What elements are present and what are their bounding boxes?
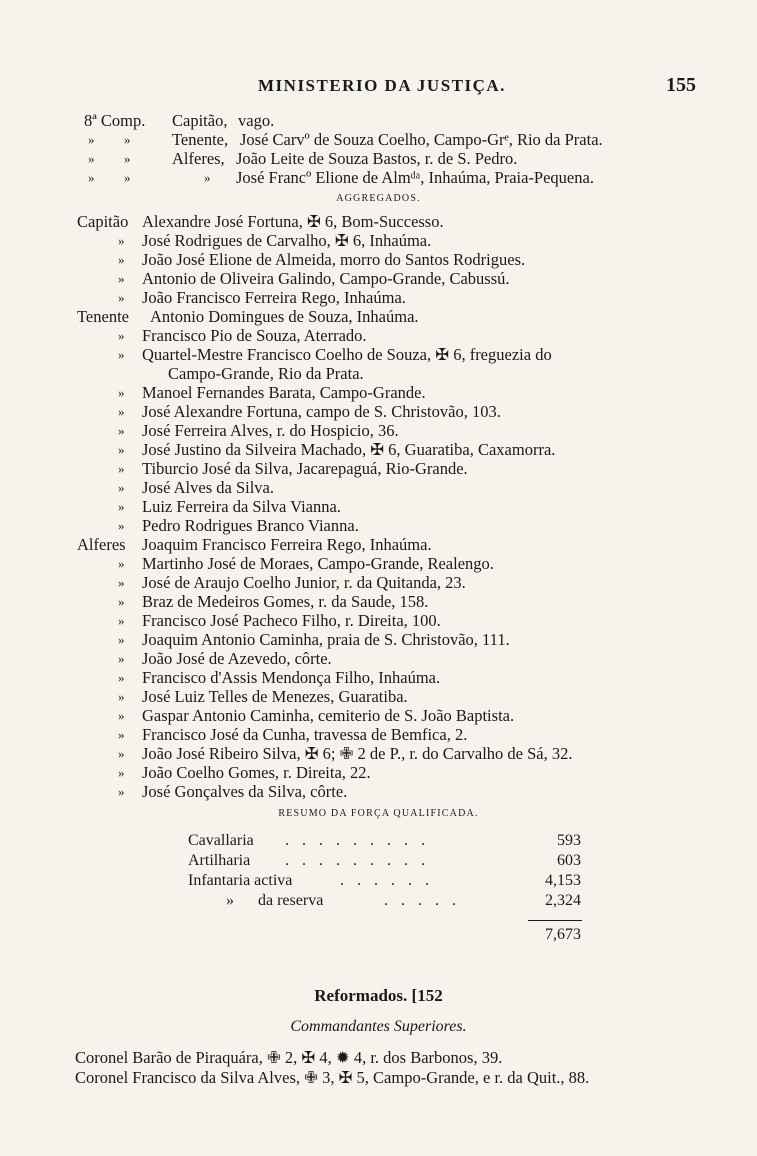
entry-text: Braz de Medeiros Gomes, r. da Saude, 158. (142, 592, 429, 611)
reformados-heading: Reformados. [152 (314, 986, 443, 1005)
entry-text: José de Araujo Coelho Junior, r. da Quitanda, 23. (142, 573, 466, 592)
summary-row (0, 852, 757, 872)
entry-text: Pedro Rodrigues Branco Vianna. (142, 516, 359, 535)
running-title: MINISTERIO DA JUSTIÇA. (258, 76, 506, 95)
ditto-mark: » (118, 727, 125, 742)
ditto-mark: » (118, 385, 125, 400)
rank-label: Capitão (77, 212, 129, 231)
summary-label: Artilharia (188, 852, 251, 869)
entry-text: Francisco José Pacheco Filho, r. Direita, 100. (142, 611, 441, 630)
aggregated-heading: AGGREGADOS. (336, 193, 421, 204)
entry-text: Quartel-Mestre Francisco Coelho de Souza, ✠ 6, freguezia do (142, 345, 552, 364)
entry-text: Joaquim Francisco Ferreira Rego, Inhaúma. (142, 535, 432, 554)
summary-total: 7,673 (545, 926, 581, 943)
ditto-mark: » (118, 442, 125, 457)
ditto-mark: » (88, 132, 95, 147)
ditto-mark: » (118, 518, 125, 533)
entry-text: Manoel Fernandes Barata, Campo-Grande. (142, 383, 426, 402)
ditto-mark: » (118, 290, 125, 305)
entry-text: José Rodrigues de Carvalho, ✠ 6, Inhaúma. (142, 231, 432, 250)
ditto-mark: » (124, 170, 131, 185)
entry-text: José Ferreira Alves, r. do Hospicio, 36. (142, 421, 399, 440)
ditto-mark: » (88, 170, 95, 185)
entry-text: Martinho José de Moraes, Campo-Grande, Realengo. (142, 554, 494, 573)
ditto-mark: » (118, 651, 125, 666)
ditto-mark: » (118, 347, 125, 362)
company-label: 8ª Comp. (84, 111, 146, 130)
ditto-mark: » (118, 252, 125, 267)
ditto-mark: » (118, 423, 125, 438)
ditto-mark: » (124, 151, 131, 166)
summary-value: 4,153 (545, 872, 581, 889)
leader-dots: ......... (285, 852, 438, 869)
entry-continuation: Campo-Grande, Rio da Prata. (168, 364, 364, 383)
summary-label: Cavallaria (188, 832, 254, 849)
summary-heading: RESUMO DA FORÇA QUALIFICADA. (278, 808, 479, 819)
ditto-mark: » (118, 632, 125, 647)
entry-text: Tiburcio José da Silva, Jacarepaguá, Rio-Grande. (142, 459, 468, 478)
entry-text: Antonio de Oliveira Galindo, Campo-Grande, Cabussú. (142, 269, 510, 288)
entry-text: João José de Azevedo, côrte. (142, 649, 332, 668)
summary-row (0, 832, 757, 852)
entry-text: José Luiz Telles de Menezes, Guaratiba. (142, 687, 408, 706)
summary-value: 603 (557, 852, 581, 869)
ditto-mark: » (118, 404, 125, 419)
ditto-mark: » (118, 461, 125, 476)
ditto-mark: » (118, 328, 125, 343)
ditto-mark: » (118, 613, 125, 628)
rank-label: Alferes (77, 535, 126, 554)
summary-total-row (0, 926, 757, 946)
company-rank: Tenente, (172, 130, 229, 149)
ditto-mark: » (118, 499, 125, 514)
ditto-mark: » (118, 746, 125, 761)
ditto-mark: » (118, 689, 125, 704)
entry-text: Luiz Ferreira da Silva Vianna. (142, 497, 341, 516)
entry-text: João Francisco Ferreira Rego, Inhaúma. (142, 288, 406, 307)
ditto-mark: » (118, 765, 125, 780)
ditto-mark: » (124, 132, 131, 147)
leader-dots: ...... (340, 872, 442, 889)
page-header (0, 76, 757, 102)
entry-text: Francisco Pio de Souza, Aterrado. (142, 326, 367, 345)
ditto-mark: » (118, 233, 125, 248)
ditto-mark: » (118, 670, 125, 685)
ditto-mark: » (204, 170, 211, 185)
entry-text: Francisco José da Cunha, travessa de Bemfica, 2. (142, 725, 468, 744)
entry-text: Francisco d'Assis Mendonça Filho, Inhaúma. (142, 668, 441, 687)
ditto-mark: » (118, 480, 125, 495)
reformados-entry: Coronel Barão de Piraquára, ✙ 2, ✠ 4, ✹ 4, r. dos Barbonos, 39. (75, 1048, 503, 1067)
summary-row (0, 872, 757, 892)
summary-label: » da reserva (226, 892, 324, 909)
ditto-mark: » (118, 271, 125, 286)
sum-divider (528, 920, 582, 921)
entry-text: José Alves da Silva. (142, 478, 274, 497)
company-rank: Capitão, (172, 111, 228, 130)
summary-value: 593 (557, 832, 581, 849)
summary-row (0, 892, 757, 912)
entry-text: João José Ribeiro Silva, ✠ 6; ✙ 2 de P., r. do Carvalho de Sá, 32. (142, 744, 573, 763)
company-text: vago. (238, 111, 275, 130)
page-number: 155 (666, 74, 696, 96)
company-text: José Carvº de Souza Coelho, Campo-Grᵉ, Rio da Prata. (240, 130, 603, 149)
leader-dots: ......... (285, 832, 438, 849)
entry-text: Gaspar Antonio Caminha, cemiterio de S. João Baptista. (142, 706, 515, 725)
entry-text: João Coelho Gomes, r. Direita, 22. (142, 763, 371, 782)
company-rank: Alferes, (172, 149, 225, 168)
reformados-entry: Coronel Francisco da Silva Alves, ✙ 3, ✠ 5, Campo-Grande, e r. da Quit., 88. (75, 1068, 590, 1087)
ditto-mark: » (118, 708, 125, 723)
entry-text: José Gonçalves da Silva, côrte. (142, 782, 348, 801)
summary-label: Infantaria activa (188, 872, 293, 889)
ditto-mark: » (88, 151, 95, 166)
ditto-mark: » (118, 575, 125, 590)
entry-text: Antonio Domingues de Souza, Inhaúma. (150, 307, 419, 326)
company-text: João Leite de Souza Bastos, r. de S. Pedro. (236, 149, 518, 168)
company-text: José Francº Elione de Almᵈᵃ, Inhaúma, Praia-Pequena. (236, 168, 594, 187)
entry-text: José Justino da Silveira Machado, ✠ 6, Guaratiba, Caxamorra. (142, 440, 556, 459)
ditto-mark: » (118, 556, 125, 571)
summary-value: 2,324 (545, 892, 581, 909)
leader-dots: ..... (384, 892, 469, 909)
reformados-subheading: Commandantes Superiores. (290, 1018, 467, 1035)
entry-text: João José Elione de Almeida, morro do Santos Rodrigues. (142, 250, 526, 269)
entry-text: Alexandre José Fortuna, ✠ 6, Bom-Successo. (142, 212, 444, 231)
ditto-mark: » (118, 784, 125, 799)
entry-text: Joaquim Antonio Caminha, praia de S. Christovão, 111. (142, 630, 510, 649)
ditto-mark: » (118, 594, 125, 609)
rank-label: Tenente (77, 307, 129, 326)
entry-text: José Alexandre Fortuna, campo de S. Christovão, 103. (142, 402, 501, 421)
